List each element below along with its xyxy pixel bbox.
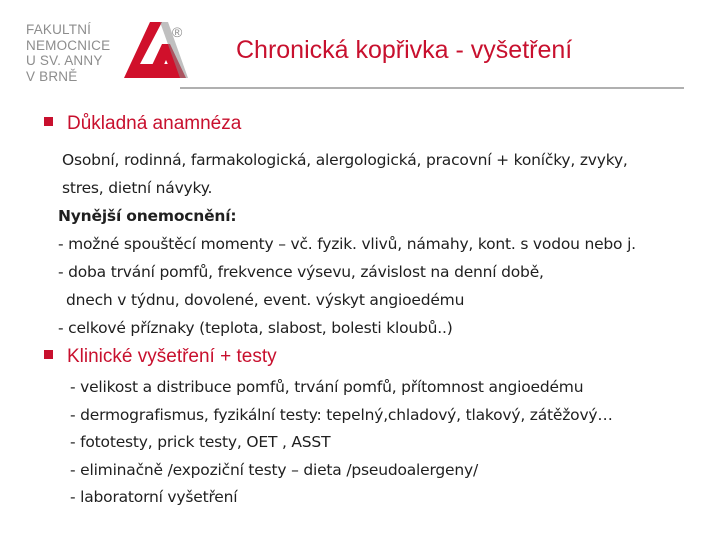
text-line-subheading: Nynější onemocnění:: [58, 207, 237, 225]
text-line: - možné spouštěcí momenty – vč. fyzik. vlivů, námahy, kont. s vodou nebo j.: [58, 235, 636, 253]
bullet-square-icon: [44, 350, 53, 359]
text-line: - velikost a distribuce pomfů, trvání pomfů, přítomnost angioedému: [70, 378, 584, 396]
section-heading-anamneza: Důkladná anamnéza: [44, 113, 241, 135]
logo-line: NEMOCNICE: [26, 37, 111, 53]
page-title: Chronická kopřivka - vyšetření: [236, 36, 573, 64]
text-line: - celkové příznaky (teplota, slabost, bolesti kloubů..): [58, 319, 453, 337]
hospital-logo: [22, 18, 192, 88]
logo-text: [26, 22, 110, 84]
logo-line: FAKULTNÍ: [26, 22, 92, 37]
text-line: - fototesty, prick testy, OET , ASST: [70, 433, 331, 451]
text-line: dnech v týdnu, dovolené, event. výskyt angioedému: [66, 291, 465, 309]
registered-mark: ®: [172, 24, 183, 40]
title-divider: [180, 87, 684, 89]
text-line: - eliminačně /expoziční testy – dieta /pseudoalergeny/: [70, 461, 478, 479]
bullet-square-icon: [44, 117, 53, 126]
text-line: Osobní, rodinná, farmakologická, alergologická, pracovní + koníčky, zvyky,: [62, 151, 628, 169]
section-heading-klinicke: Klinické vyšetření + testy: [44, 346, 277, 368]
logo-line: V BRNĚ: [26, 68, 78, 84]
text-line: - doba trvání pomfů, frekvence výsevu, závislost na denní době,: [58, 263, 544, 281]
text-line: - dermografismus, fyzikální testy: tepelný,chladový, tlakový, zátěžový…: [70, 406, 613, 424]
text-line: - laboratorní vyšetření: [70, 488, 238, 506]
logo-line: U SV. ANNY: [26, 53, 103, 68]
text-line: stres, dietní návyky.: [62, 179, 213, 197]
